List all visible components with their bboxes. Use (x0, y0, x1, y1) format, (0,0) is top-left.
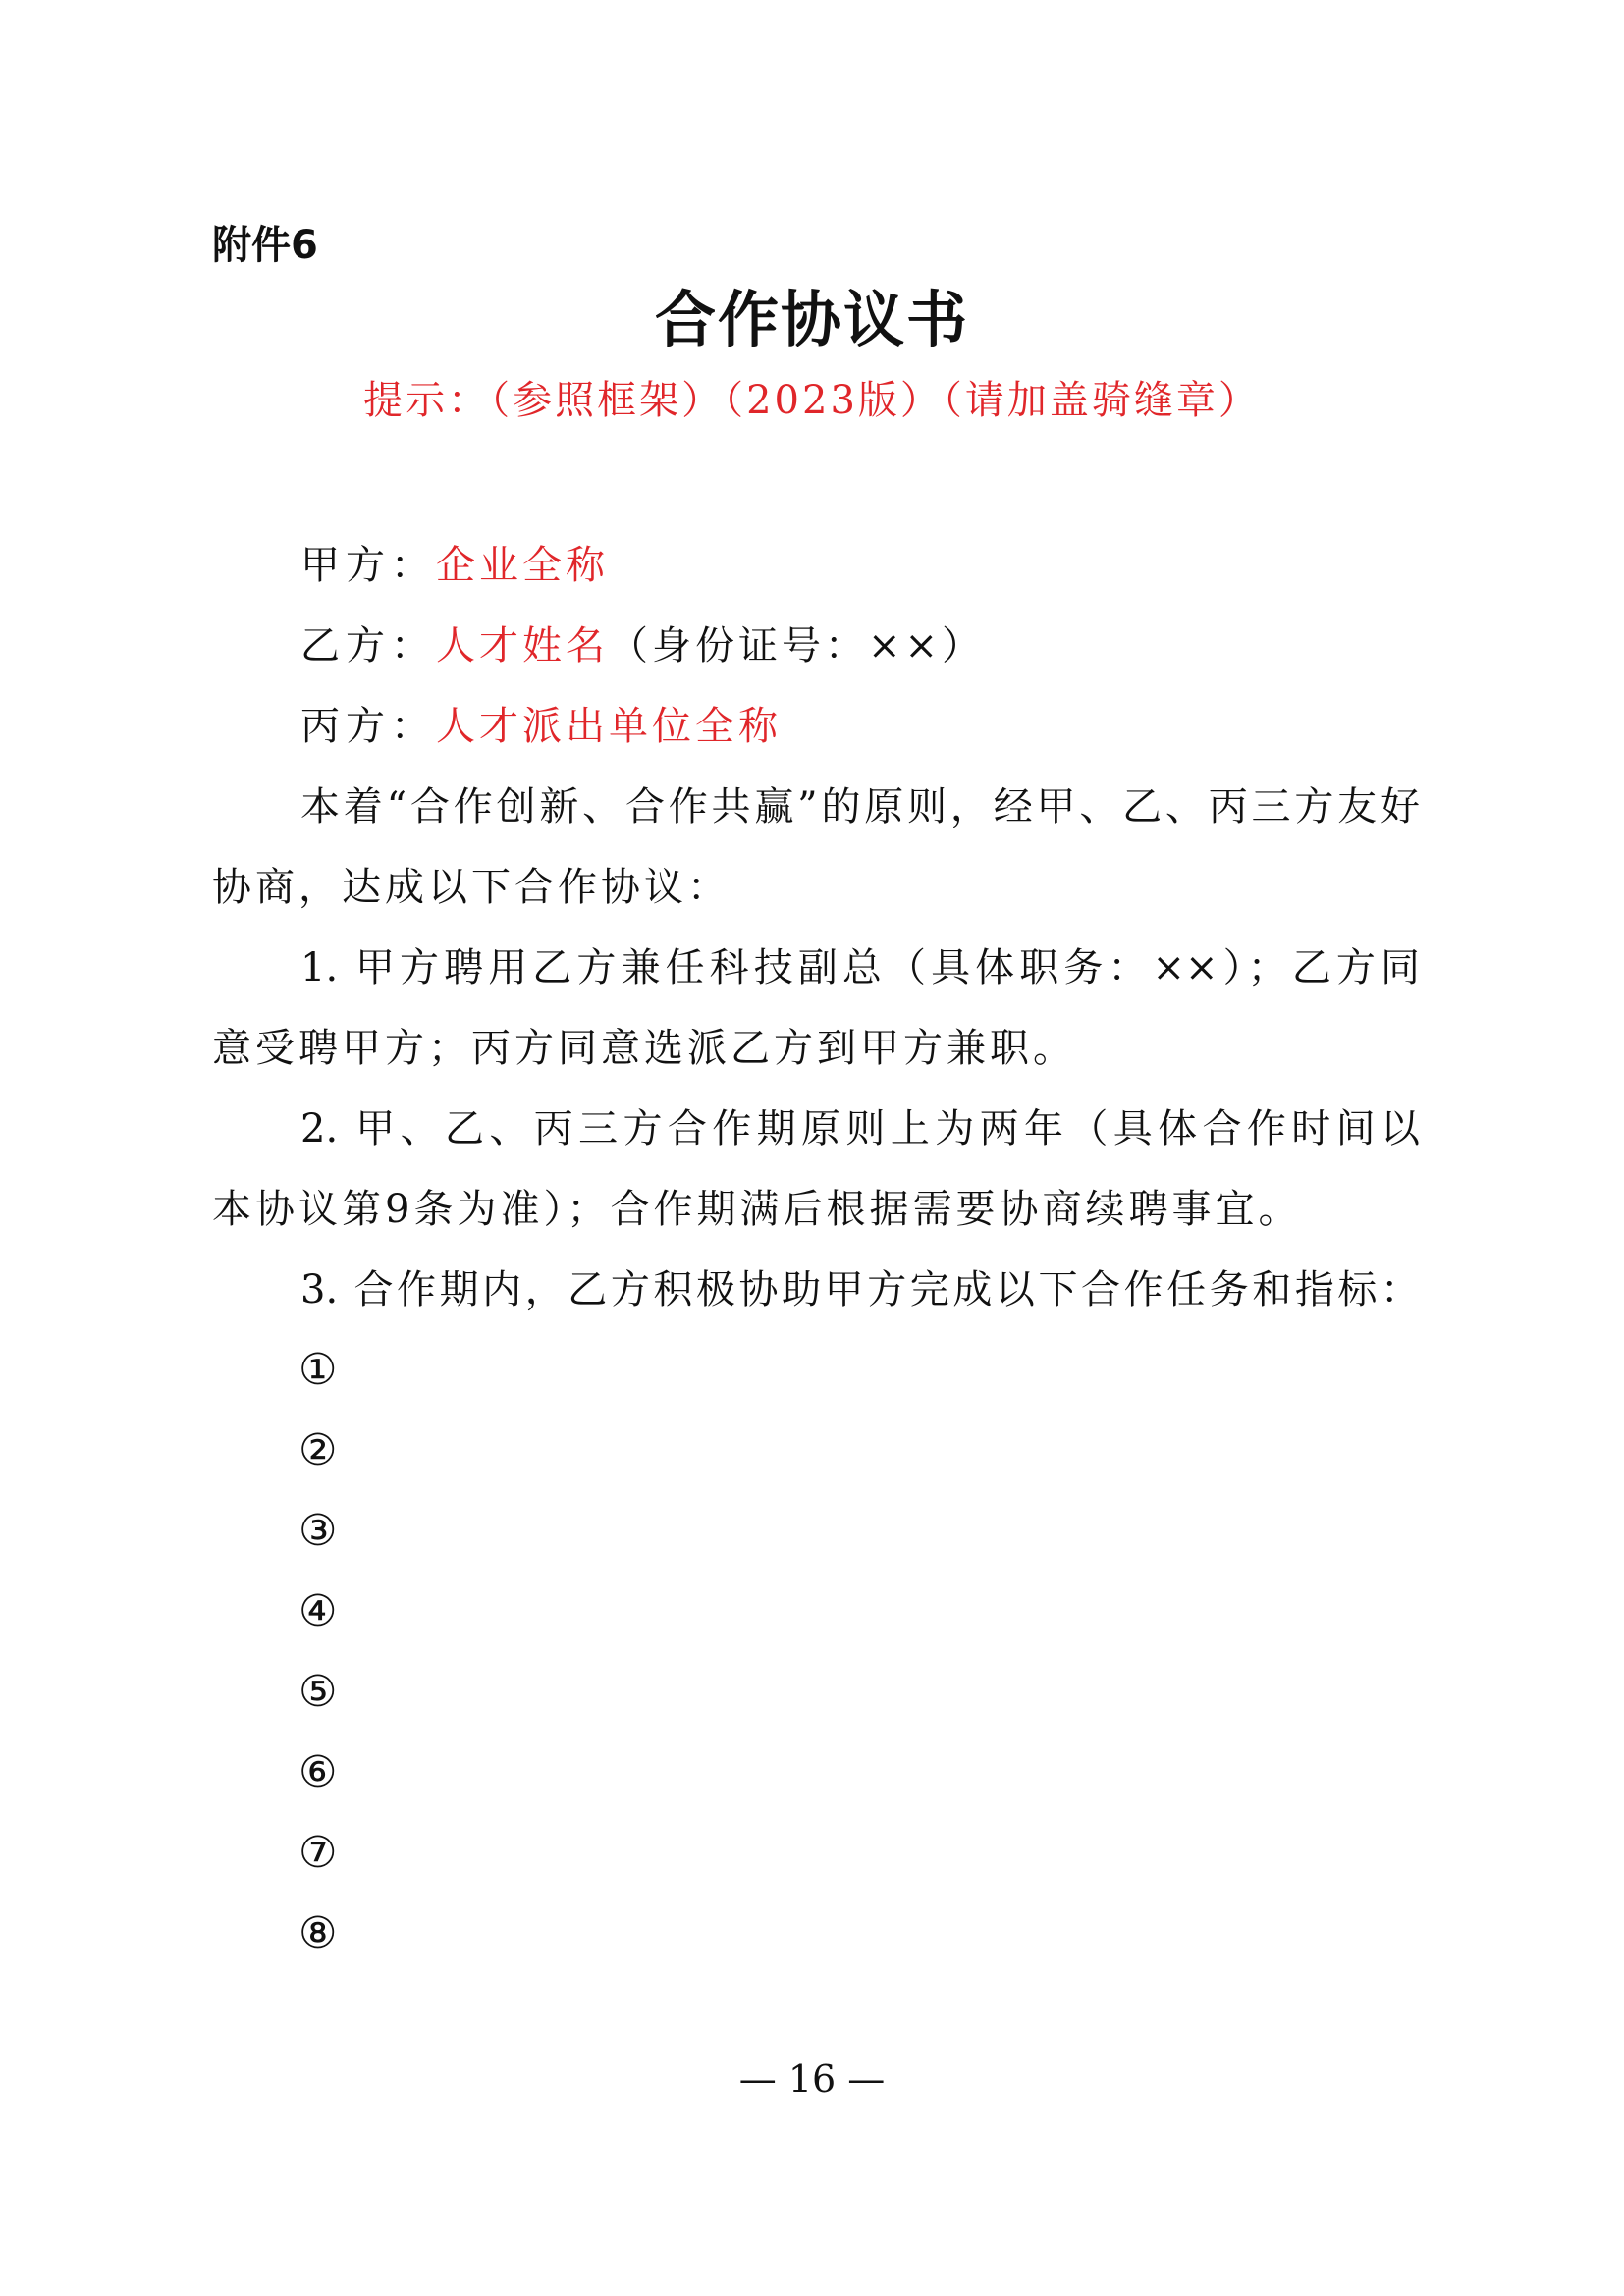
intro-paragraph-line-2: 协商，达成以下合作协议： (212, 865, 731, 910)
task-item-8: ⑧ (298, 1908, 338, 1958)
task-item-5: ⑤ (298, 1667, 338, 1717)
page-number: — 16 — (738, 2057, 886, 2101)
party-a-line (300, 538, 609, 593)
party-b-label: 乙方： (300, 623, 436, 668)
clause-1-line-1: 1. 甲方聘用乙方兼任科技副总（具体职务：××）；乙方同 (300, 945, 1420, 990)
clause-3-line-1: 3. 合作期内，乙方积极协助甲方完成以下合作任务和指标： (300, 1267, 1420, 1312)
hint-note: 提示：（参照框架）（2023版）（请加盖骑缝章） (363, 378, 1261, 423)
attachment-label: 附件6 (212, 223, 318, 268)
clause-2-line-1: 2. 甲、乙、丙三方合作期原则上为两年（具体合作时间以 (300, 1106, 1420, 1151)
task-item-6: ⑥ (298, 1747, 338, 1797)
party-b-name-placeholder: 人才姓名 (436, 623, 609, 668)
party-b-line (300, 618, 985, 673)
task-item-2: ② (298, 1425, 338, 1475)
party-c-label: 丙方： (300, 704, 436, 749)
clause-1-line-2: 意受聘甲方；丙方同意选派乙方到甲方兼职。 (212, 1026, 1076, 1071)
party-a-label: 甲方： (300, 543, 436, 588)
task-item-1: ① (298, 1345, 338, 1395)
party-a-name-placeholder: 企业全称 (436, 543, 609, 588)
intro-paragraph-line-1: 本着“合作创新、合作共赢”的原则，经甲、乙、丙三方友好 (300, 784, 1420, 829)
clause-2-line-2: 本协议第9条为准）；合作期满后根据需要协商续聘事宜。 (212, 1187, 1302, 1232)
party-c-line (300, 699, 782, 754)
party-b-id-note: （身份证号：××） (609, 623, 986, 668)
document-title: 合作协议书 (654, 284, 969, 355)
task-item-7: ⑦ (298, 1828, 338, 1878)
task-item-3: ③ (298, 1506, 338, 1556)
party-c-name-placeholder: 人才派出单位全称 (436, 704, 782, 749)
task-item-4: ④ (298, 1586, 338, 1636)
